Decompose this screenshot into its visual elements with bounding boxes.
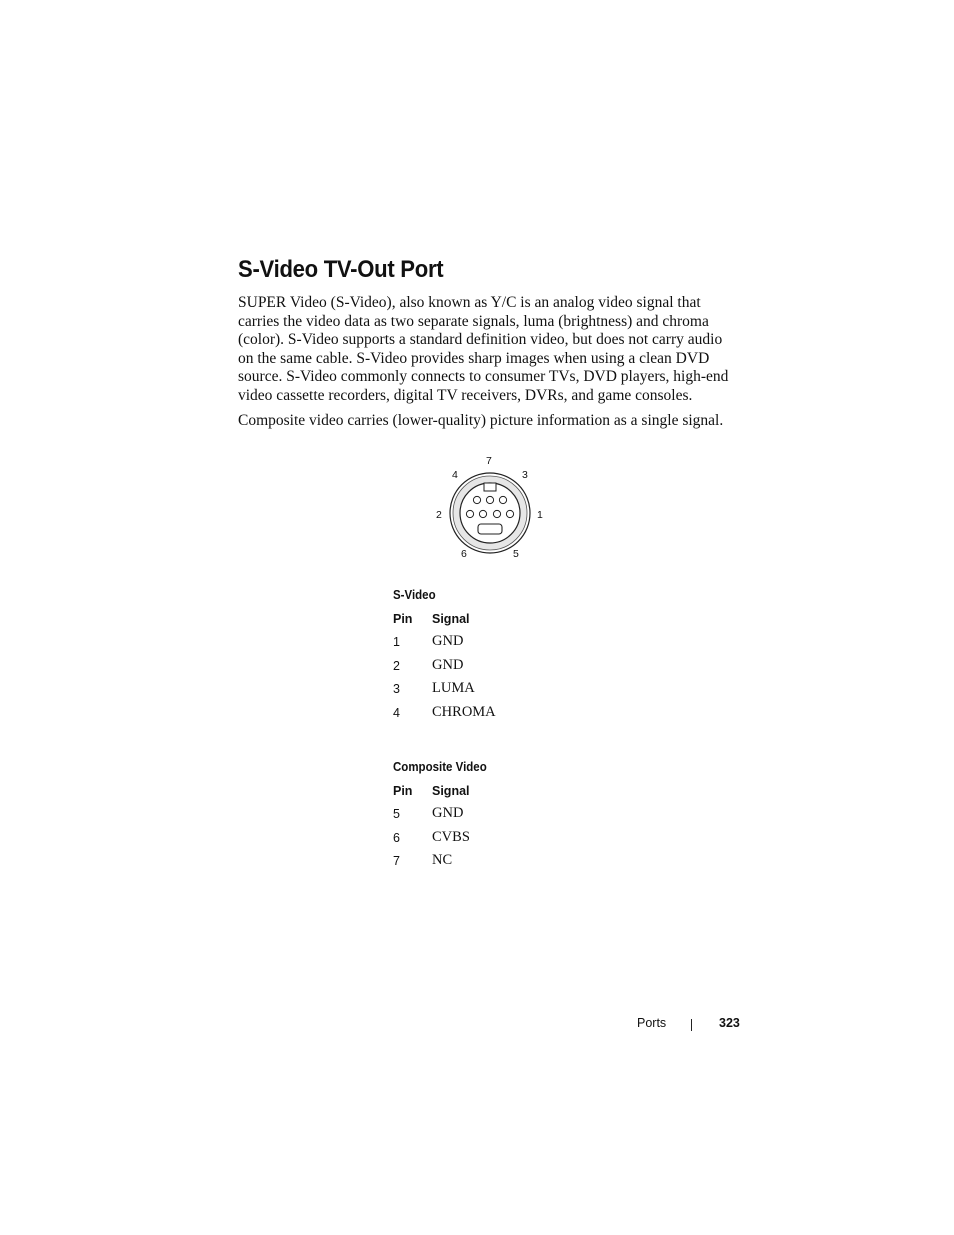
footer-section-name: Ports xyxy=(637,1016,667,1030)
table-row xyxy=(393,633,464,657)
svideo-connector-diagram xyxy=(426,452,556,564)
footer-separator xyxy=(691,1019,692,1031)
signal-name: CVBS xyxy=(432,828,470,845)
pin-number: 6 xyxy=(393,830,400,845)
connector-bottom-key xyxy=(478,524,502,534)
signal-name: GND xyxy=(432,656,464,673)
page-footer xyxy=(637,1016,747,1034)
table-row xyxy=(393,806,495,829)
table-header-row xyxy=(393,783,495,806)
pin-hole xyxy=(499,496,506,503)
page-number: 323 xyxy=(719,1016,740,1030)
column-header-signal: Signal xyxy=(432,612,470,626)
svideo-pin-table xyxy=(393,587,496,728)
pin-hole xyxy=(466,510,473,517)
pin-label-2: 2 xyxy=(436,509,442,521)
pin-label-3: 3 xyxy=(522,469,528,481)
table-row xyxy=(393,853,495,876)
pin-hole xyxy=(473,496,480,503)
signal-name: GND xyxy=(432,633,464,650)
composite-paragraph: Composite video carries (lower-quality) picture information as a single signal. xyxy=(238,412,724,429)
section-heading: S-Video TV-Out Port xyxy=(238,256,444,283)
pin-number: 4 xyxy=(393,705,400,720)
pin-label-6: 6 xyxy=(461,548,467,560)
table-title: Composite Video xyxy=(393,760,487,774)
pin-hole xyxy=(479,510,486,517)
table-row xyxy=(393,656,464,681)
composite-pin-table xyxy=(393,759,495,877)
table-title: S-Video xyxy=(393,588,436,602)
column-header-pin: Pin xyxy=(393,612,413,626)
table-row xyxy=(393,680,475,704)
pin-number: 5 xyxy=(393,807,400,822)
intro-paragraph: SUPER Video (S-Video), also known as Y/C is an analog video signal that carries the video data as two separate signals, luma (brightness) and chroma (color). S-Video supports a standard definition video, but does not carry audio on the same cable. S-Video provides sharp images when using a clean DVD source. S-Video commonly connects to consumer TVs, DVD players, high-end video cassette recorders, digital TV receivers, DVRs, and game consoles. xyxy=(238,294,729,404)
pin-hole xyxy=(486,496,493,503)
signal-name: NC xyxy=(432,852,453,869)
column-header-signal: Signal xyxy=(432,784,470,798)
table-row xyxy=(393,830,495,853)
signal-name: CHROMA xyxy=(432,703,496,720)
pin-label-7: 7 xyxy=(486,455,492,467)
pin-number: 2 xyxy=(393,658,400,673)
column-header-pin: Pin xyxy=(393,784,413,798)
pin-label-4: 4 xyxy=(452,469,458,481)
table-header-row xyxy=(393,611,470,634)
pin-label-5: 5 xyxy=(513,548,519,560)
pin-hole xyxy=(493,510,500,517)
pin-hole xyxy=(506,510,513,517)
pin-number: 7 xyxy=(393,854,400,869)
connector-top-notch xyxy=(484,483,496,491)
signal-name: GND xyxy=(432,805,464,822)
table-row xyxy=(393,703,496,728)
pin-number: 3 xyxy=(393,682,400,697)
pin-number: 1 xyxy=(393,635,400,650)
signal-name: LUMA xyxy=(432,680,475,697)
pin-label-1: 1 xyxy=(537,509,543,521)
